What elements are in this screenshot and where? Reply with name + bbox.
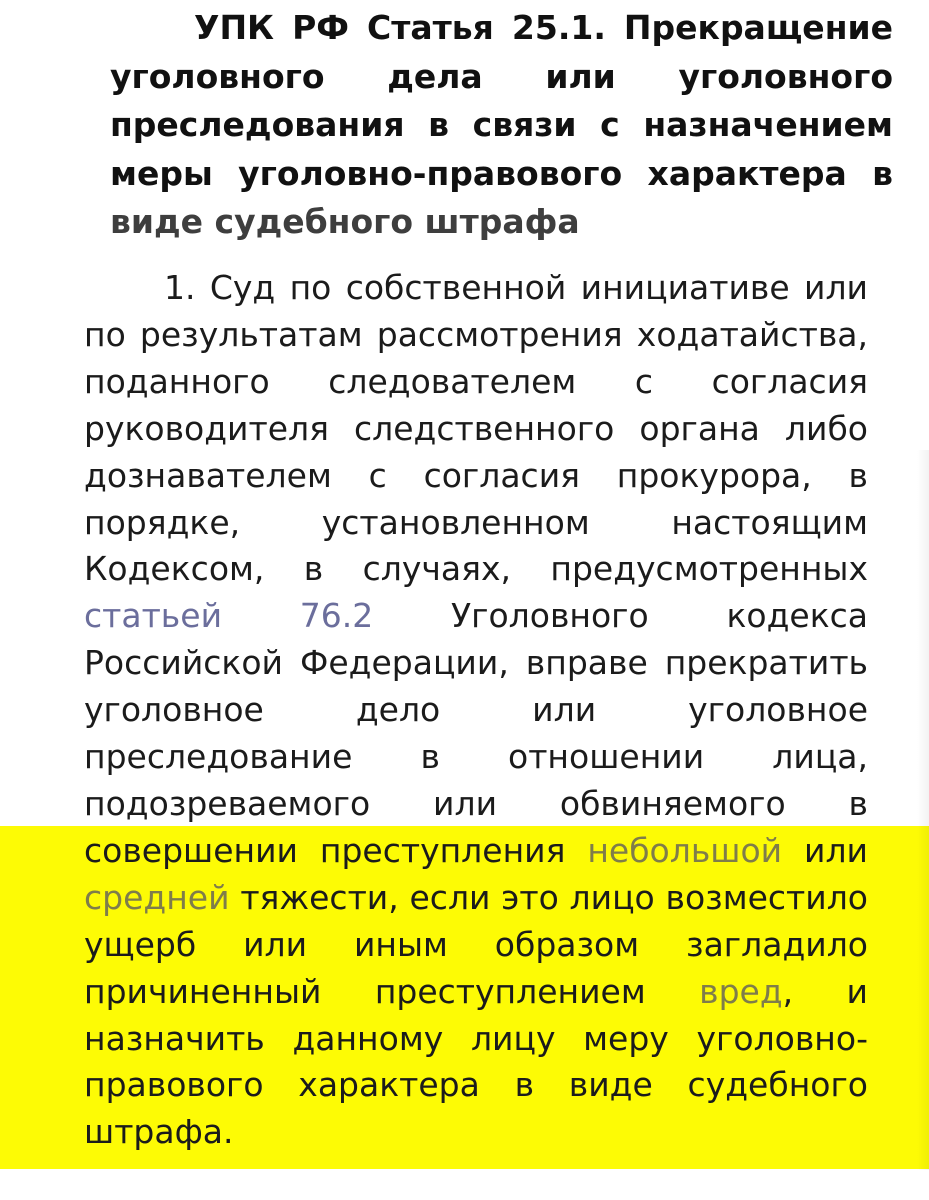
link-medium-gravity[interactable]: средней bbox=[84, 877, 230, 917]
page-edge-shadow bbox=[917, 450, 929, 1170]
article-title bbox=[110, 4, 893, 247]
paragraph-text-1: 1. Суд по собственной инициативе или по результатам рассмотрения ходатайства, поданного следователем с согласия руководителя следственного органа либо дознавателем с согласия прокурора, в порядке, установленном настоящим Кодексом, в случаях, предусмотренных bbox=[84, 268, 868, 589]
article-title-main: УПК РФ Статья 25.1. Прекращение уголовного дела или уголовного преследования в связи с назначением меры уголовно-правового характера в bbox=[110, 8, 893, 193]
article-paragraph-1 bbox=[84, 265, 868, 1156]
paragraph-text-4: тяжести, если это лицо возместило ущерб или иным образом загладило причиненный преступлением bbox=[84, 877, 868, 1011]
link-harm[interactable]: вред bbox=[699, 971, 783, 1011]
paragraph-text-5: , и назначить данному лицу меру уголовно-правового характера в виде судебного штрафа. bbox=[84, 971, 868, 1152]
article-title-end: виде судебного штрафа bbox=[110, 202, 580, 241]
link-article-76-2[interactable]: статьей 76.2 bbox=[84, 596, 374, 636]
paragraph-text-2: Уголовного кодекса Российской Федерации, вправе прекратить уголовное дело или уголовное преследование в отношении лица, подозреваемого или обвиняемого в совершении преступления bbox=[84, 596, 868, 870]
link-small-gravity[interactable]: небольшой bbox=[587, 830, 783, 870]
paragraph-text-3: или bbox=[782, 830, 868, 870]
